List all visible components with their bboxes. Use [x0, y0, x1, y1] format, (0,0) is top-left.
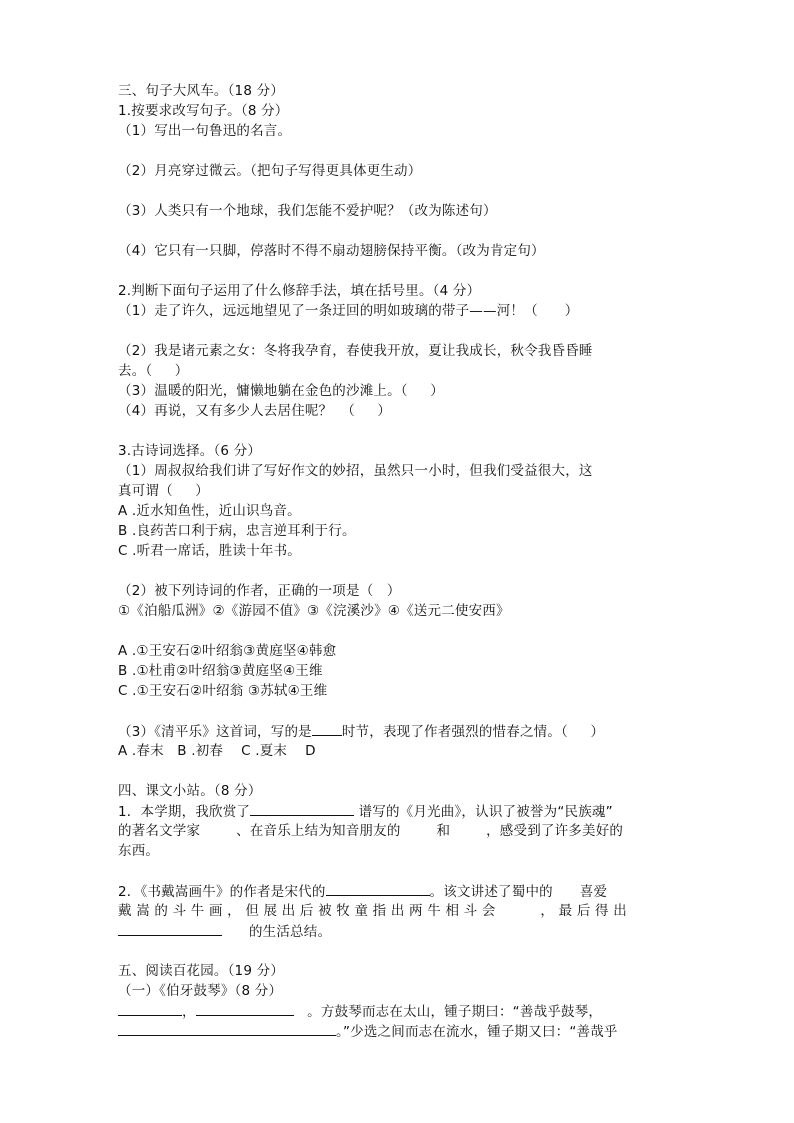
s5-blank-1[interactable] [118, 1001, 182, 1016]
q3-part2-poems: ①《泊船瓜洲》②《游园不值》③《浣溪沙》④《送元二使安西》 [118, 603, 510, 619]
section-3-title: 三、句子大风车。（18 分） [118, 83, 285, 99]
s4-q1-blank-1[interactable] [250, 801, 354, 816]
q1-title: 1.按要求改写句子。（8 分） [118, 103, 289, 119]
q3-part2-option-a: A .①王安石②叶绍翁③黄庭坚④韩愈 [118, 643, 337, 659]
s5-line-2-text: 。”少选之间而志在流水，锺子期又曰：“善哉乎 [336, 1024, 618, 1040]
q1-item-4: （4）它只有一只脚，停落时不得不扇动翅膀保持平衡。（改为肯定句） [118, 243, 545, 259]
q3-part2-option-b: B .①杜甫②叶绍翁③黄庭坚④王维 [118, 663, 323, 679]
s4-q2-line-3-text: 的生活总结。 [222, 924, 332, 940]
s4-q2-line-2: 戴 嵩 的 斗 牛 画 ， 但 展 出 后 被 牧 童 指 出 两 牛 相 斗 会 ， 最 后 得 出 [118, 903, 627, 919]
s4-q1-line-3: 东西。 [118, 843, 160, 859]
q1-item-1: （1）写出一句鲁迅的名言。 [118, 123, 292, 139]
q3-part2-title: （2）被下列诗词的作者，正确的一项是（ ） [118, 583, 401, 599]
s5-line-1-text: 。方鼓琴而志在太山，锺子期曰：“善哉乎鼓琴， [293, 1004, 603, 1020]
s4-q1-prefix: 1．本学期，我欣赏了 [118, 804, 251, 820]
s5-blank-2[interactable] [196, 1001, 294, 1016]
s4-q2-suffix: 。该文讲述了蜀中的 喜爱 [429, 884, 608, 900]
s5-blank-3[interactable] [118, 1021, 336, 1036]
q3-part1-option-c: C .听君一席话，胜读十年书。 [118, 543, 302, 559]
s5-passage-line-1 [118, 1001, 602, 1022]
s5-passage-line-2 [118, 1021, 618, 1042]
q3-part1-line-1: （1）周叔叔给我们讲了写好作文的妙招，虽然只一小时，但我们受益很大，这 [118, 463, 593, 479]
q2-title: 2.判断下面句子运用了什么修辞手法，填在括号里。（4 分） [118, 283, 481, 299]
q1-item-3: （3）人类只有一个地球，我们怎能不爱护呢？（改为陈述句） [118, 203, 497, 219]
q3-part3-blank[interactable] [312, 721, 342, 736]
q1-item-2: （2）月亮穿过微云。（把句子写得更具体更生动） [118, 163, 422, 179]
section-5-title: 五、阅读百花园。（19 分） [118, 963, 285, 979]
q2-item-3: （3）温暖的阳光，慵懒地躺在金色的沙滩上。（ ） [118, 383, 444, 399]
s4-q2-blank-1[interactable] [326, 881, 430, 896]
q3-part3-prefix: （3）《清平乐》这首词，写的是 [118, 724, 312, 740]
q3-part3-suffix: 时节，表现了作者强烈的惜春之情。（ ） [341, 724, 605, 740]
q3-title: 3.古诗词选择。（6 分） [118, 443, 262, 459]
s4-q2-line-1 [118, 881, 607, 902]
q2-item-1: （1）走了许久，远远地望见了一条迂回的明如玻璃的带子——河！（ ） [118, 303, 579, 319]
q2-item-2-line-1: （2）我是诸元素之女：冬将我孕育，春使我开放，夏让我成长，秋令我昏昏睡 [118, 343, 593, 359]
s4-q2-prefix: 2．《书戴嵩画牛》的作者是宋代的 [118, 884, 326, 900]
q3-part2-option-c: C .①王安石②叶绍翁 ③苏轼④王维 [118, 683, 328, 699]
q3-part1-line-2: 真可谓（ ） [118, 483, 209, 499]
s4-q1-suffix: 谱写的《月光曲》，认识了被誉为“民族魂” [354, 804, 613, 820]
q3-part3-line [118, 721, 604, 742]
s5-sub1-title: （一）《伯牙鼓琴》（8 分） [118, 983, 283, 999]
s5-line-1-comma: ， [182, 1004, 196, 1020]
s4-q2-line-3 [118, 921, 331, 942]
q2-item-2-line-2: 去。（ ） [118, 363, 189, 379]
s4-q1-line-1 [118, 801, 613, 822]
q2-item-4: （4）再说，又有多少人去居住呢？ （ ） [118, 403, 392, 419]
q3-part3-options: A .春末 B .初春 C .夏末 D [118, 743, 316, 759]
s4-q2-blank-2[interactable] [118, 921, 222, 936]
q3-part1-option-a: A .近水知鱼性，近山识鸟音。 [118, 503, 301, 519]
q3-part1-option-b: B .良药苦口利于病，忠言逆耳利于行。 [118, 523, 356, 539]
s4-q1-line-2: 的著名文学家 、在音乐上结为知音朋友的 和 ，感受到了许多美好的 [118, 823, 624, 839]
section-4-title: 四、课文小站。（8 分） [118, 783, 262, 799]
